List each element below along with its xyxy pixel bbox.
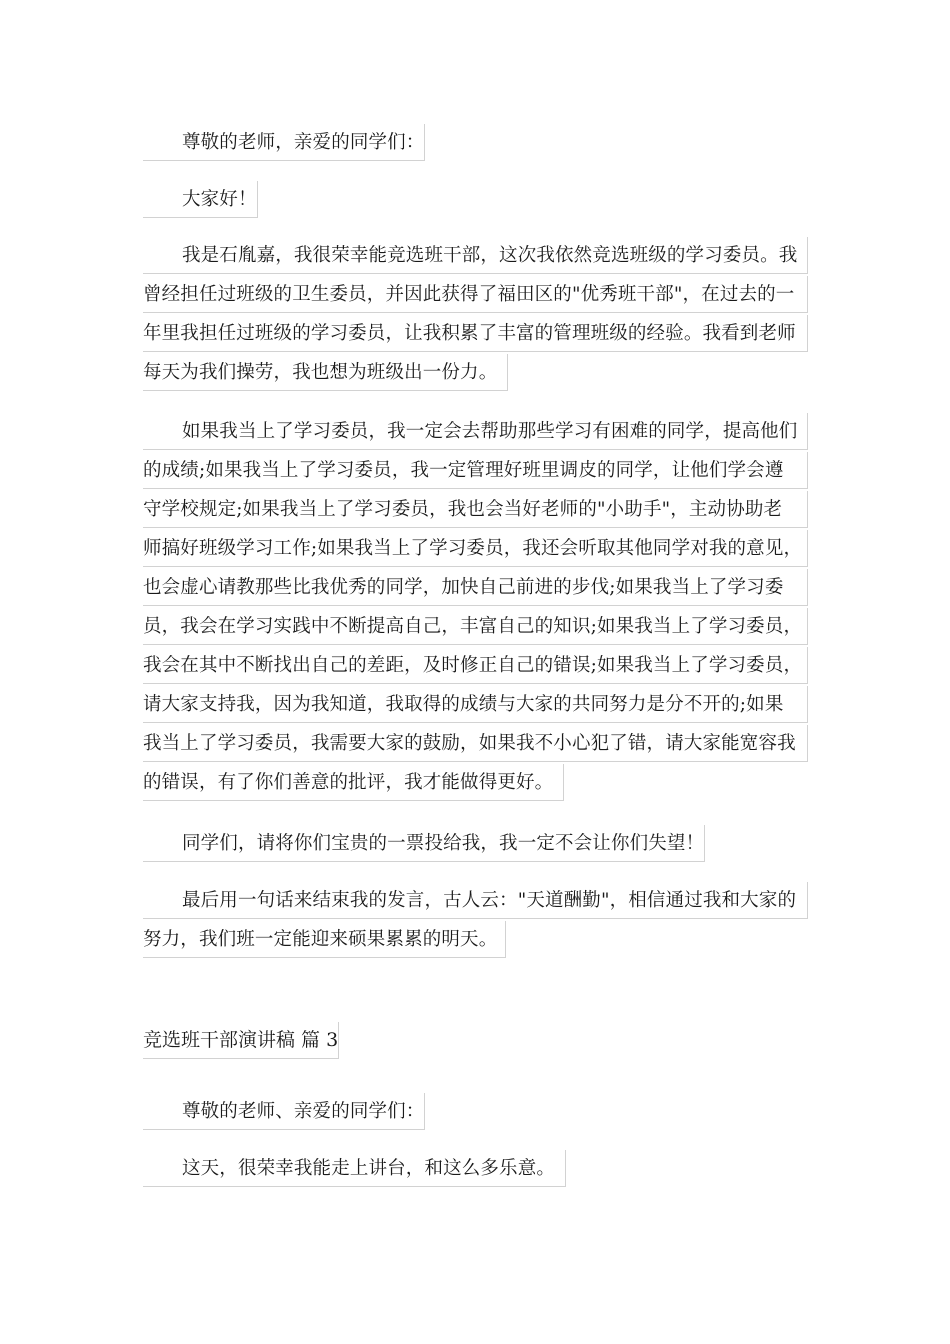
line-text: 如果我当上了学习委员，我一定会去帮助那些学习有困难的同学，提高他们 [143,413,808,450]
closing-paragraph [143,882,808,960]
text-line [143,686,808,725]
appeal-paragraph [143,825,808,864]
line-text: 尊敬的老师，亲爱的同学们： [143,124,425,161]
text-line [143,1093,808,1132]
text-line [143,276,808,315]
line-text: 也会虚心请教那些比我优秀的同学，加快自己前进的步伐;如果我当上了学习委 [143,569,808,606]
line-text: 尊敬的老师、亲爱的同学们： [143,1093,425,1130]
promise-paragraph [143,413,808,803]
text-line [143,921,808,960]
line-text: 同学们，请将你们宝贵的一票投给我，我一定不会让你们失望！ [143,825,705,862]
line-text: 守学校规定;如果我当上了学习委员，我也会当好老师的"小助手"，主动协助老 [143,491,808,528]
text-line [143,569,808,608]
greeting-paragraph [143,124,808,163]
line-text: 我当上了学习委员，我需要大家的鼓励，如果我不小心犯了错，请大家能宽容我 [143,725,808,762]
intro-paragraph [143,237,808,393]
line-text: 每天为我们操劳，我也想为班级出一份力。 [143,354,508,391]
text-line [143,452,808,491]
text-line [143,647,808,686]
text-line [143,491,808,530]
text-line [143,354,808,393]
line-text: 请大家支持我，因为我知道，我取得的成绩与大家的共同努力是分不开的;如果 [143,686,808,723]
line-text: 曾经担任过班级的卫生委员，并因此获得了福田区的"优秀班干部"，在过去的一 [143,276,808,313]
line-text: 的错误，有了你们善意的批评，我才能做得更好。 [143,764,564,801]
text-line [143,530,808,569]
line-text: 努力，我们班一定能迎来硕果累累的明天。 [143,921,506,958]
hello-paragraph [143,181,808,220]
greeting-paragraph-2 [143,1093,808,1132]
line-text: 员，我会在学习实践中不断提高自己，丰富自己的知识;如果我当上了学习委员， [143,608,808,645]
section-heading [143,1022,339,1059]
text-line [143,825,808,864]
text-line [143,237,808,276]
text-line [143,315,808,354]
line-text: 我会在其中不断找出自己的差距，及时修正自己的错误;如果我当上了学习委员， [143,647,808,684]
text-line [143,725,808,764]
opening-paragraph [143,1150,808,1189]
text-line [143,608,808,647]
text-line [143,181,808,220]
text-line [143,124,808,163]
heading-text: 竞选班干部演讲稿 篇 3 [143,1022,339,1059]
line-text: 师搞好班级学习工作;如果我当上了学习委员，我还会听取其他同学对我的意见， [143,530,808,567]
text-line [143,1150,808,1189]
text-line [143,882,808,921]
line-text: 最后用一句话来结束我的发言，古人云："天道酬勤"，相信通过我和大家的 [143,882,808,919]
line-text: 我是石胤嘉，我很荣幸能竞选班干部，这次我依然竞选班级的学习委员。我 [143,237,808,274]
line-text: 这天，很荣幸我能走上讲台，和这么多乐意。 [143,1150,566,1187]
line-text: 的成绩;如果我当上了学习委员，我一定管理好班里调皮的同学，让他们学会遵 [143,452,808,489]
text-line [143,413,808,452]
line-text: 年里我担任过班级的学习委员，让我积累了丰富的管理班级的经验。我看到老师 [143,315,808,352]
line-text: 大家好！ [143,181,258,218]
text-line [143,764,808,803]
